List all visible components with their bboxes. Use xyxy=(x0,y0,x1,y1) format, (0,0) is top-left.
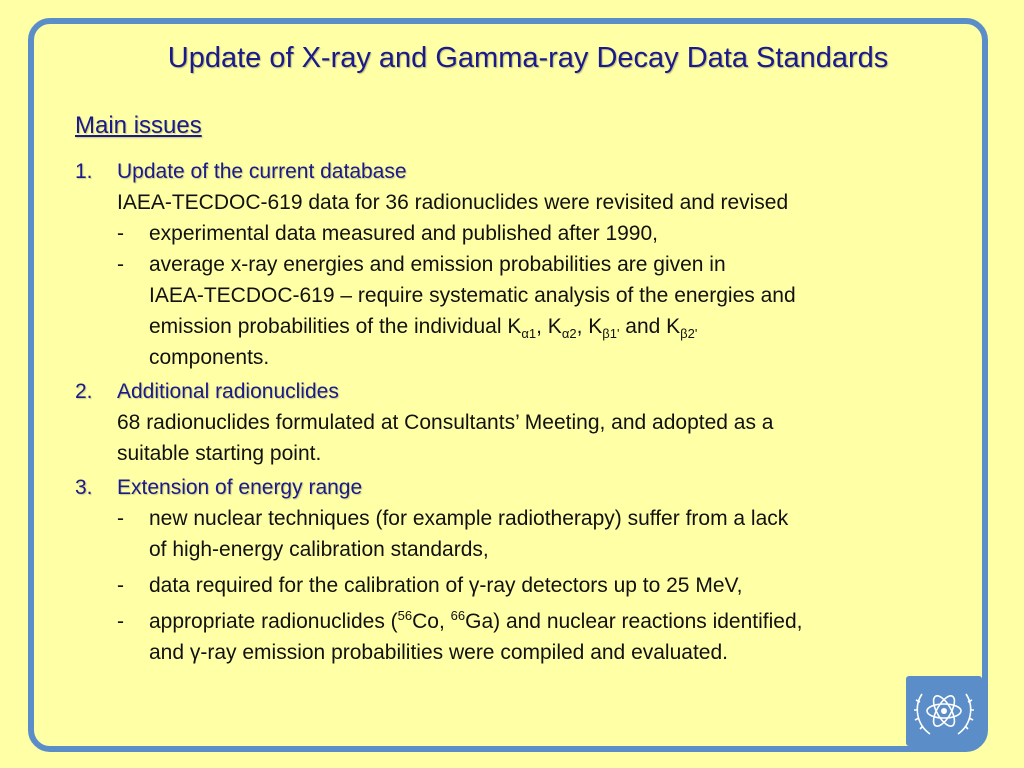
issue-item-3 xyxy=(75,472,955,668)
issue-item-1 xyxy=(75,156,955,373)
slide-title: Update of X-ray and Gamma-ray Decay Data Standards xyxy=(167,42,889,74)
bullet: - average x-ray energies and emission probabilities are given in IAEA-TECDOC-619 – require systematic analysis of the energies and emission probabilities of the individual $K_{\alpha 1}$, $K_{\alpha 2}$, $K_{\beta 1'}$ and $K_{\beta 2'}$ components. xyxy=(117,253,796,369)
bullet: - new nuclear techniques (for example radiotherapy) suffer from a lack of high-energy calibration standards, xyxy=(117,507,789,561)
bullet: - experimental data measured and published after 1990, xyxy=(117,222,659,245)
slide-content xyxy=(75,156,955,671)
item-number: 3. xyxy=(75,476,93,499)
item-heading: Extension of energy range xyxy=(117,476,363,499)
item-text: suitable starting point. xyxy=(117,442,322,465)
bullet: - data required for the calibration of γ-ray detectors up to 25 MeV, xyxy=(117,574,743,597)
item-text: 68 radionuclides formulated at Consultants’ Meeting, and adopted as a xyxy=(117,411,774,434)
item-number: 1. xyxy=(75,160,93,183)
item-heading: Additional radionuclides xyxy=(117,380,339,403)
section-heading-main-issues: Main issues xyxy=(75,112,202,139)
item-number: 2. xyxy=(75,380,93,403)
issue-item-2 xyxy=(75,376,955,469)
item-heading: Update of the current database xyxy=(117,160,407,183)
bullet: - appropriate radionuclides ($^{56}$Co, $^{66}$Ga) and nuclear reactions identified, and γ-ray emission probabilities were compiled and evaluated. xyxy=(117,608,803,664)
item-text: IAEA-TECDOC-619 data for 36 radionuclides were revisited and revised xyxy=(117,191,789,214)
iaea-atom-logo-icon xyxy=(906,676,982,746)
